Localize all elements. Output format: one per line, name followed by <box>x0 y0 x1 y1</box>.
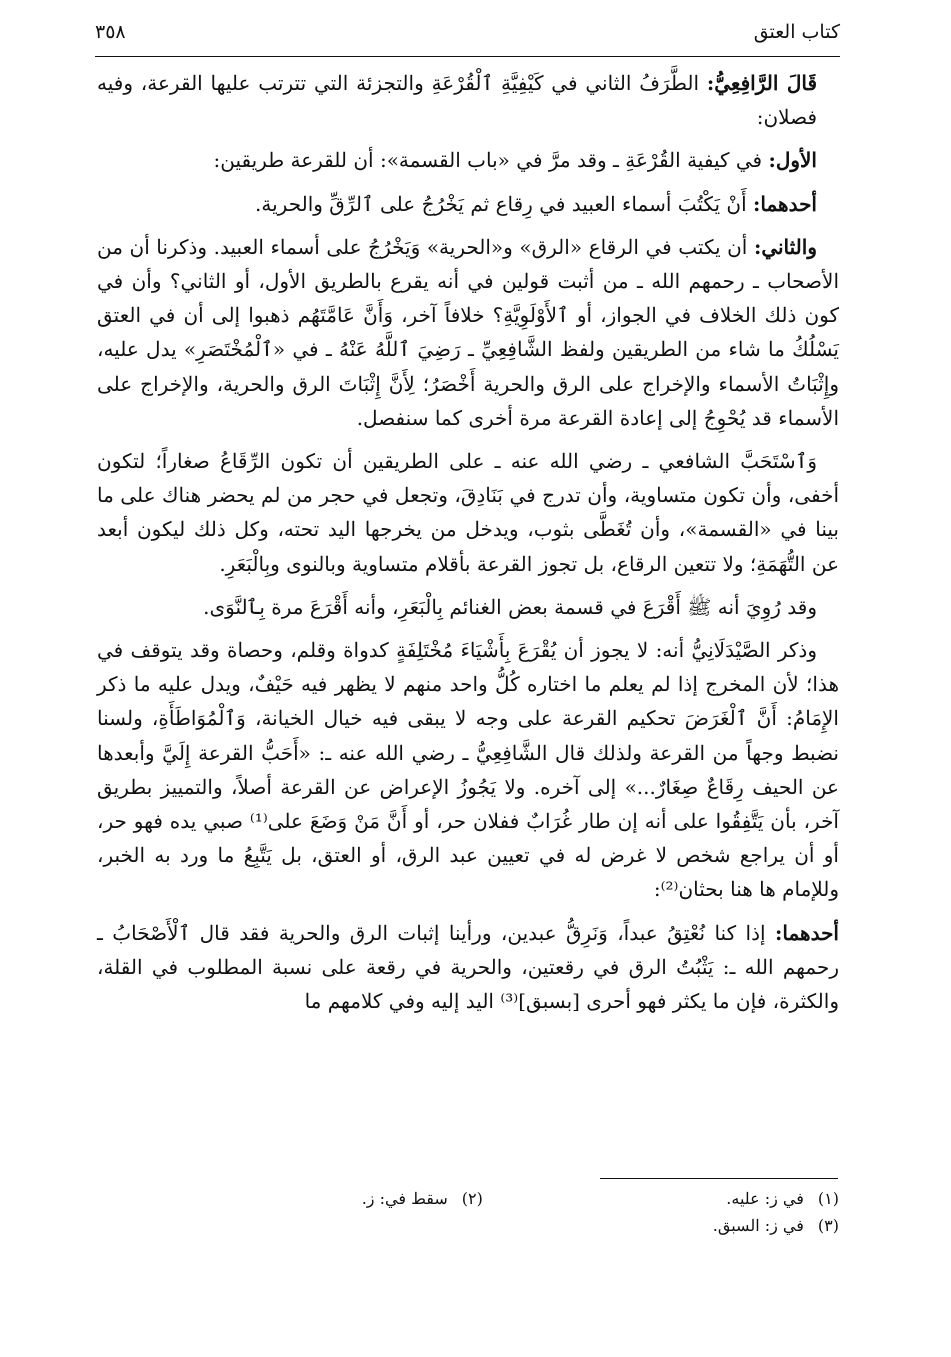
paragraph-text: في كيفية القُرْعَةِ ـ وقد مرَّ في «باب القسمة»: أن للقرعة طريقين: <box>213 148 769 173</box>
paragraph-lead: قَالَ الرَّافِعِيُّ: <box>706 71 818 95</box>
page-number: ٣٥٨ <box>95 21 126 43</box>
footnote-number: (٣) <box>817 1216 839 1235</box>
paragraph-lead: أحدهما: <box>752 191 817 216</box>
running-header <box>95 14 840 50</box>
footnote-row <box>97 1185 839 1212</box>
paragraph-text: الطَّرَفُ الثاني في كَيْفِيَّةِ ٱلْقُرْعَةِ والتجزئة التي تترتب عليها القرعة، وفيه فصلان: <box>97 71 817 130</box>
footnote-row <box>97 1212 839 1239</box>
paragraph-text: إذا كنا نُعْتِقُ عبداً، وَنَرِقُّ عبدين، ورأينا إثبات الرق والحرية فقد قال ٱلْأَصْحَابُ ـ رحمهم الله ـ: يَثْبُتُ الرق في رقعتين، والحرية في رقعة على نسبة المطلوب في القلة، والكثرة، فإن ما يكثر فهو أحرى [بسبق]⁽³⁾ اليد إليه وفي كلامهم ما <box>97 920 839 1014</box>
paragraph <box>97 590 839 624</box>
header-divider <box>95 56 840 57</box>
footnote <box>483 1212 839 1239</box>
paragraph <box>97 187 839 221</box>
paragraph-text: وقد رُوِيَ أنه ﷺ أَقْرَعَ في قسمة بعض الغنائم بِالْبَعَرِ، وأنه أَقْرَعَ مرة بِٱلنَّوَى. <box>203 594 817 619</box>
paragraph-lead: أحدهما: <box>774 920 839 945</box>
paragraph <box>97 230 839 435</box>
paragraph <box>97 633 839 907</box>
footnote <box>483 1185 839 1212</box>
footnote-text: في ز: السبق. <box>712 1216 804 1235</box>
paragraph-lead: والثاني: <box>753 234 817 259</box>
footnote-text: سقط في: ز. <box>361 1189 448 1208</box>
paragraph <box>97 66 839 134</box>
paragraph <box>97 444 839 581</box>
paragraph-text: أن يكتب في الرقاع «الرق» و«الحرية» وَيَخْرُجُ على أسماء العبيد. وذكرنا أن من الأصحاب ـ رحمهم الله ـ من أثبت قولين في أنه يقرع بالطريق الأول، أو الثاني؟ وأن في كون ذلك الخلاف في الجواز، أو ٱلأَوْلَوِيَّةِ؟ خلافاً آخر، وَأَنَّ عَامَّتَهُم ذهبوا إلى أن في العتق يَسْلُكُ ما شاء من الطريقين ولفظ الشَّافِعِيِّ ـ رَضِيَ ٱللَّهُ عَنْهُ ـ في «ٱلْمُخْتَصَرِ» يدل عليه، وإِثْبَاتُ الأسماء والإخراج على الرق والحرية أَخْصَرُ؛ لِأَنَّ إِثْبَاتَ الرق والحرية، والإخراج على الأسماء قد يُحْوِجُ إلى إعادة القرعة مرة أخرى كما سنفصل. <box>97 234 839 430</box>
book-title: كتاب العتق <box>753 21 840 43</box>
footnote-text: في ز: عليه. <box>726 1189 804 1208</box>
footnotes <box>97 1185 839 1239</box>
paragraph-lead: الأول: <box>768 148 817 173</box>
footnote-number: (١) <box>817 1189 839 1208</box>
paragraph-text: وَٱسْتَحَبَّ الشافعي ـ رضي الله عنه ـ على الطريقين أن تكون الرِّقَاعُ صغاراً؛ لتكون أخفى، وأن تكون متساوية، وأن تدرج في بَنَادِقَ، وتجعل في حجر من لم يحضر هناك على ما بينا في «القسمة»، وأن تُغَطَّى بثوب، ويدخل من يخرجها اليد تحته، وكل ذلك ليكون أبعد عن التُّهَمَةِ؛ ولا تتعين الرقاع، بل تجوز القرعة بأقلام متساوية وبالنوى وبِالْبَعَرِ. <box>97 449 839 576</box>
paragraph <box>97 143 839 177</box>
paragraph-text: أَنْ يَكْتُبَ أسماء العبيد في رِقاع ثم يَخْرُجُ على ٱلرِّقِّ والحرية. <box>255 191 753 216</box>
footnote <box>127 1185 483 1212</box>
paragraph <box>97 916 839 1019</box>
main-text <box>97 66 839 1027</box>
footnote-number: (٢) <box>461 1189 483 1208</box>
paragraph-text: وذكر الصَّيْدَلَانِيُّ أنه: لا يجوز أن يُقْرَعَ بِأَشْيَاءَ مُخْتَلِفَةٍ كدواة وقلم، وحصاة وقد يتوقف في هذا؛ لأن المخرج إذا لم يعلم ما اختاره كُلُّ واحد منهم لا يظهر فيه حَيْفٌ، ويدل عليه ما ذكر الإِمَامُ: أَنَّ ٱلْغَرَضَ تحكيم القرعة على وجه لا يبقى فيه خيال الخيانة، وَٱلْمُوَاطَأَةِ، ولسنا نضبط وجهاً من القرعة ولذلك قال الشَّافِعِيُّ ـ رضي الله عنه ـ: «أَحَبُّ القرعة إِلَيَّ وأبعدها عن الحيف رِقَاعٌ صِغَارٌ...» إلى آخره. ولا يَجُوزُ الإعراض عن القرعة أصلاً، والتمييز بطريق آخر، بأن يَتَّفِقُوا على أنه إن طار غُرَابٌ ففلان حر، أو أَنَّ مَنْ وَضَعَ على⁽¹⁾ صبي يده فهو حر، أو أن يراجع شخص لا غرض له في تعيين عبد الرق، أو العتق، بل يَتَّبِعُ ما ورد به الخبر، وللإمام ها هنا بحثان⁽²⁾: <box>97 638 839 902</box>
footnote-divider <box>600 1178 838 1179</box>
